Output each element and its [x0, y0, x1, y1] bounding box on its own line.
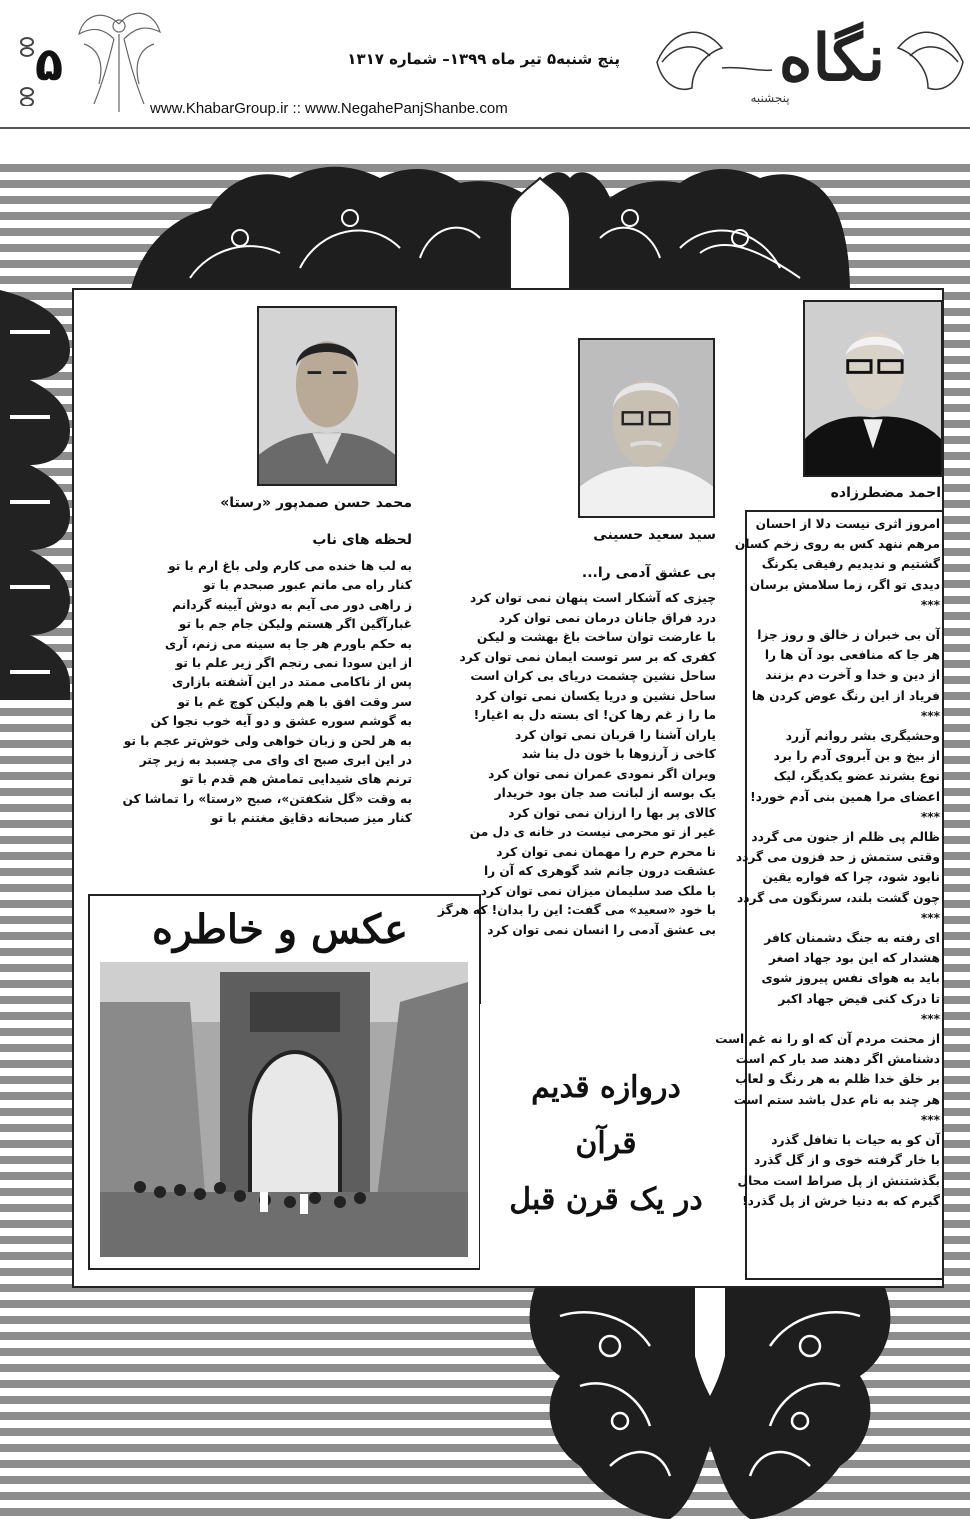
poem-line: نابود شود، چرا که فواره یقین	[762, 870, 940, 885]
historic-gate-photo	[100, 962, 468, 1257]
poem-line: ظالم پی ظلم از جنون می گردد	[751, 830, 940, 845]
poem-line: به گوشم سوره عشق و دو آیه خوب نجوا کن	[150, 714, 412, 729]
poem-line: فریاد از این رنگ عوض کردن ها	[751, 688, 940, 703]
poem-text	[122, 557, 412, 829]
poem-line: دیدی تو اگر، زما سلامش برسان	[749, 577, 940, 592]
poem-separator: ***	[920, 1011, 940, 1026]
poem-line: با خار گرفته خوی و از گل گذرد	[754, 1153, 940, 1168]
portrait-saeed-hosseini	[578, 338, 715, 518]
top-ornament	[130, 158, 850, 293]
poem-line: غیر از تو محرمی نیست در خانه ی دل من	[469, 825, 716, 839]
poem-line: بر خلق خدا ظلم به هر رنگ و لعاب	[735, 1072, 940, 1087]
poem-line: امروز اثری نیست دلا از احسان	[755, 517, 940, 531]
poem-line: یاران آشنا را قربان نمی توان کرد	[514, 727, 716, 742]
poem-line: هر چند به نام عدل باشد ستم است	[733, 1092, 940, 1107]
poem-line: چیزی که آشکار است پنهان نمی توان کرد	[470, 591, 716, 605]
poem-line: با ملک صد سلیمان میزان نمی توان کرد	[480, 883, 716, 898]
poem-line: ساحل نشین و دریا یکسان نمی توان کرد	[475, 688, 716, 703]
poem-line: با عارضت توان ساخت باغ بهشت و لیکن	[476, 630, 716, 644]
poem-gap	[745, 615, 940, 625]
issue-date-line: پنج شنبه۵ تیر ماه ۱۳۹۹– شماره ۱۳۱۷	[347, 50, 620, 68]
photo-caption	[496, 1060, 716, 1228]
poem-line: گشتیم و ندیدیم رفیقی یکرنگ	[761, 557, 940, 572]
poem-line: آن کو به حیات با تغافل گذرد	[771, 1133, 940, 1148]
poem-line: با خود «سعید» می گفت: این را بدان! که هرگز	[437, 903, 716, 917]
poem-line: ترنم های شیدایی تمامش هم قدم با تو	[181, 772, 412, 787]
poem-line: دشنامش اگر دهند صد بار کم است	[735, 1052, 940, 1067]
poem-line: کنار راه می مانم عبور صبحدم با تو	[203, 578, 412, 593]
page-number: ۵	[34, 37, 64, 91]
poem-line: بگذشتنش از پل صراط است محال	[737, 1173, 940, 1188]
poem-title: لحظه های ناب	[312, 532, 412, 548]
poem-text	[437, 589, 716, 940]
poem-line: به وقت «گل شکفتن»، صبح «رستا» را تماشا کن	[122, 791, 412, 806]
poem-line: درد فراق جانان درمان نمی توان کرد	[498, 610, 716, 625]
poem-line: عشقت درون جانم شد گوهری که آن را	[483, 864, 716, 878]
poem-line: مرهم ننهد کس به روی زخم کسان	[734, 537, 940, 552]
poem-line: به حکم باورم هر جا به سینه می زنم، آری	[165, 636, 412, 651]
poem-separator: ***	[920, 708, 940, 723]
poem-separator: ***	[920, 1112, 940, 1127]
poem-line: ویران اگر نمودی عمران نمی توان کرد	[488, 766, 716, 781]
poem-line: باید به هوای نفس پیروز شوی	[761, 971, 940, 986]
poem-line: گیرم که به دنیا خرش از پل گذرد!	[742, 1193, 940, 1208]
poem-line: آن بی خبران ز خالق و روز جزا	[757, 628, 940, 643]
caption-line: در یک قرن قبل	[509, 1182, 703, 1217]
poem-line: کفری که بر سر توست ایمان نمی توان کرد	[459, 649, 716, 664]
chain-decoration	[14, 36, 40, 106]
caption-line: دروازه قدیم قرآن	[531, 1070, 681, 1161]
poem-line: نا محرم حرم را مهمان نمی توان کرد	[496, 844, 716, 859]
poem-line: چون گشت بلند، سرنگون می گردد	[737, 890, 940, 905]
poem-line: ز راهی دور می آیم به دوش آیینه گردانم	[172, 597, 412, 612]
portrait-mohammad-hassan-samadpour	[257, 306, 397, 486]
poem-line: در این ابری صبح ای وای می چسبد به زیر چتر	[139, 753, 412, 768]
poem-line: از محنت مردم آن که او را نه غم است	[715, 1032, 940, 1047]
poem-line: به لب ها خنده می کارم ولی باغ ارم با تو	[168, 559, 412, 573]
poem-text	[715, 514, 940, 1211]
poem-line: اعضای مرا همین بنی آدم خورد!	[750, 789, 940, 804]
poem-line: کاخی ز آرزوها با خون دل بنا شد	[521, 747, 716, 761]
poem-line: ما را ز غم رها کن! ای بسته دل به اغیار!	[473, 708, 716, 722]
poem-line: از این سودا نمی رنجم اگر زیر علم با تو	[175, 656, 412, 671]
poem-line: وحشیگری بشر روانم آزرد	[785, 729, 940, 744]
newspaper-logo	[652, 8, 968, 116]
website-urls: www.KhabarGroup.ir :: www.NegahePanjShanbe.com	[150, 100, 508, 117]
poem-line: یک بوسه از لبانت صد جان بود خریدار	[494, 786, 716, 800]
logo-subtitle: پنجشنبه	[750, 91, 790, 105]
section-heading: عکس و خاطره	[152, 906, 408, 953]
poem-separator: ***	[920, 809, 940, 824]
poem-separator: ***	[920, 910, 940, 925]
left-ornament	[0, 290, 80, 700]
poem-line: هشدار که این بود جهاد اصغر	[768, 951, 940, 966]
poem-line: کالای پر بها را ارزان نمی توان کرد	[508, 805, 716, 820]
bottom-ornament	[520, 1276, 900, 1519]
poem-line: کنار میز صبحانه دقایق مغتنم با تو	[211, 811, 412, 826]
poem-line: نوع بشرند عضو یکدیگر، لیک	[773, 769, 940, 784]
poem-separator: ***	[920, 597, 940, 612]
poem-title: بی عشق آدمی را...	[581, 565, 716, 581]
author-name: سید سعید حسینی	[593, 527, 716, 543]
poem-line: ساحل نشین چشمت دریای بی کران است	[470, 669, 716, 683]
poem-line: وقتی ستمش ز حد فزون می گردد	[735, 850, 940, 865]
poem-line: به هر لحن و زبان خواهی ولی خوش‌تر عجم با تو	[123, 733, 412, 748]
poem-line: تا درک کنی فیض جهاد اکبر	[778, 991, 940, 1006]
poem-line: از دین و خدا و آخرت دم بزنند	[765, 668, 940, 683]
poem-line: غبارآگین اگر هستم ولیکن جام جم با تو	[178, 617, 412, 632]
portrait-ahmad-moztarzadeh	[803, 300, 943, 477]
header-divider	[0, 127, 970, 129]
poem-line: هر جا که منافعی بود آن ها را	[764, 648, 940, 663]
author-name: احمد مضطرزاده	[830, 485, 941, 501]
poem-line: سر وقت افق با هم ولیکن کوچ غم با تو	[177, 694, 412, 709]
poem-line: بی عشق آدمی را انسان نمی توان کرد	[487, 922, 716, 937]
author-name: محمد حسن صمدپور «رستا»	[220, 495, 412, 511]
poem-line: پس از ناکامی ممتد در این آشفته بازاری	[172, 675, 412, 690]
phoenix-illustration	[74, 4, 164, 114]
poem-line: ای رفته به جنگ دشمنان کافر	[764, 931, 940, 946]
poem-line: از بیخ و بن آبروی آدم را برد	[773, 749, 940, 764]
logo-title: نگاه	[778, 21, 886, 96]
